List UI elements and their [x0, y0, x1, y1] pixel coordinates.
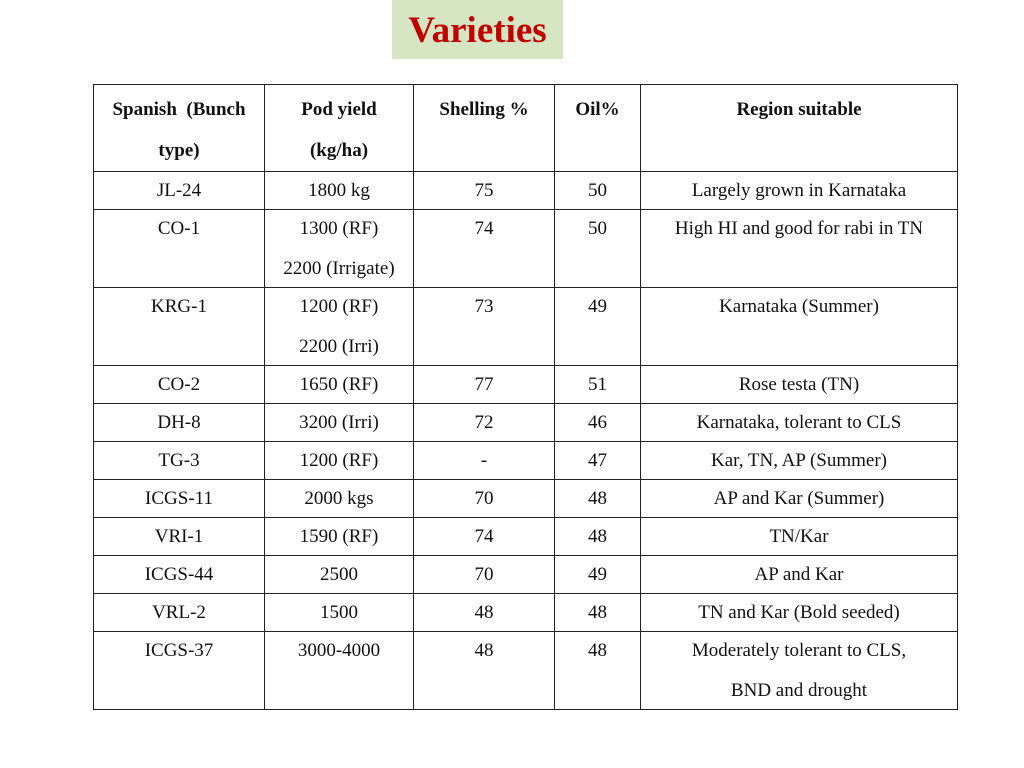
cell-oil-text: 48 [588, 526, 607, 547]
cell-oil [555, 288, 641, 366]
cell-shelling-text: 74 [474, 526, 494, 547]
cell-oil [555, 594, 641, 632]
cell-shelling [414, 210, 555, 288]
cell-pod-yield [265, 366, 414, 404]
cell-variety [94, 518, 265, 556]
cell-oil-text: 50 [588, 180, 607, 201]
cell-oil [555, 632, 641, 710]
cell-pod-yield-line: 1500 [320, 602, 358, 623]
header-oil [555, 85, 641, 172]
cell-pod-yield [265, 288, 414, 366]
table-row [94, 632, 958, 710]
header-row [94, 85, 958, 172]
cell-region-line: Kar, TN, AP (Summer) [710, 450, 888, 471]
cell-region-line: AP and Kar [754, 564, 844, 585]
cell-variety [94, 404, 265, 442]
cell-pod-yield-line: 2500 [320, 564, 358, 585]
cell-pod-yield [265, 210, 414, 288]
cell-region [641, 210, 958, 288]
cell-shelling [414, 442, 555, 480]
cell-region-line: Karnataka, tolerant to CLS [696, 412, 902, 433]
cell-region [641, 366, 958, 404]
cell-oil [555, 210, 641, 288]
cell-oil-text: 48 [588, 488, 607, 509]
cell-region [641, 404, 958, 442]
header-shelling [414, 85, 555, 172]
cell-pod-yield-line: 1200 (RF) [299, 296, 379, 317]
cell-variety-text: KRG-1 [151, 296, 207, 317]
cell-variety [94, 594, 265, 632]
cell-shelling [414, 480, 555, 518]
table-row [94, 366, 958, 404]
cell-region [641, 442, 958, 480]
cell-shelling [414, 404, 555, 442]
cell-variety [94, 210, 265, 288]
cell-shelling-text: 73 [474, 296, 494, 317]
cell-pod-yield-line: 1200 (RF) [299, 450, 379, 471]
table-row [94, 172, 958, 210]
cell-region-line: BND and drought [730, 680, 868, 701]
cell-pod-yield-line: 1590 (RF) [299, 526, 379, 547]
cell-oil-text: 50 [588, 218, 607, 239]
cell-shelling-text: 70 [474, 488, 494, 509]
cell-shelling [414, 366, 555, 404]
cell-variety [94, 632, 265, 710]
cell-variety [94, 172, 265, 210]
cell-pod-yield-line: 2000 kgs [304, 488, 374, 509]
cell-region-line: High HI and good for rabi in TN [674, 218, 924, 239]
cell-variety [94, 366, 265, 404]
cell-region-line: Rose testa (TN) [738, 374, 860, 395]
cell-oil [555, 442, 641, 480]
cell-pod-yield [265, 594, 414, 632]
cell-shelling-text: 72 [474, 412, 494, 433]
cell-shelling-text: 48 [474, 602, 494, 623]
header-pod-yield-line: (kg/ha) [309, 140, 369, 161]
header-region-label: Region suitable [736, 99, 862, 120]
cell-variety-text: CO-2 [157, 374, 201, 395]
cell-region [641, 518, 958, 556]
cell-shelling [414, 288, 555, 366]
header-variety-line: Spanish (Bunch [112, 99, 246, 120]
cell-oil-text: 48 [588, 602, 607, 623]
title-box [392, 0, 563, 59]
cell-shelling [414, 518, 555, 556]
cell-oil [555, 480, 641, 518]
cell-pod-yield-line: 1300 (RF) [299, 218, 379, 239]
cell-oil [555, 172, 641, 210]
cell-pod-yield-line: 1800 kg [308, 180, 370, 201]
cell-shelling-text: 74 [474, 218, 494, 239]
table-body [94, 172, 958, 710]
header-oil-label: Oil% [575, 99, 620, 120]
slide-title: Varieties [408, 10, 547, 51]
header-pod-yield [265, 85, 414, 172]
cell-pod-yield [265, 404, 414, 442]
cell-pod-yield-line: 3200 (Irri) [299, 412, 379, 433]
table-row [94, 210, 958, 288]
cell-region-line: Largely grown in Karnataka [691, 180, 907, 201]
varieties-table [93, 84, 958, 710]
cell-region [641, 556, 958, 594]
cell-variety-text: CO-1 [157, 218, 201, 239]
table-row [94, 404, 958, 442]
cell-pod-yield [265, 518, 414, 556]
cell-oil-text: 48 [588, 640, 607, 661]
cell-variety-text: DH-8 [157, 412, 201, 433]
table-row [94, 518, 958, 556]
cell-pod-yield [265, 632, 414, 710]
cell-region-line: TN/Kar [769, 526, 829, 547]
cell-oil [555, 366, 641, 404]
cell-pod-yield-line: 2200 (Irrigate) [283, 258, 395, 279]
header-region [641, 85, 958, 172]
cell-shelling-text: 75 [474, 180, 494, 201]
cell-region [641, 172, 958, 210]
cell-variety-text: ICGS-11 [145, 488, 213, 509]
cell-shelling [414, 632, 555, 710]
cell-shelling [414, 594, 555, 632]
cell-region [641, 632, 958, 710]
cell-region [641, 594, 958, 632]
cell-oil-text: 47 [588, 450, 607, 471]
header-variety-line: type) [158, 140, 200, 161]
cell-oil [555, 518, 641, 556]
cell-shelling-text: - [480, 450, 488, 471]
cell-variety-text: VRI-1 [154, 526, 204, 547]
cell-variety-text: ICGS-37 [144, 640, 214, 661]
cell-variety-text: VRL-2 [152, 602, 206, 623]
table-row [94, 594, 958, 632]
cell-oil-text: 49 [588, 564, 607, 585]
cell-region [641, 480, 958, 518]
cell-shelling-text: 48 [474, 640, 494, 661]
cell-variety [94, 480, 265, 518]
cell-pod-yield [265, 442, 414, 480]
cell-shelling [414, 556, 555, 594]
header-shelling-label: Shelling % [439, 99, 529, 120]
cell-pod-yield-line: 2200 (Irri) [299, 336, 379, 357]
cell-variety [94, 442, 265, 480]
cell-pod-yield [265, 556, 414, 594]
cell-pod-yield-line: 3000-4000 [297, 640, 381, 661]
cell-oil-text: 49 [588, 296, 607, 317]
cell-region-line: TN and Kar (Bold seeded) [698, 602, 900, 623]
cell-variety [94, 288, 265, 366]
cell-region-line: Karnataka (Summer) [719, 296, 879, 317]
cell-pod-yield [265, 172, 414, 210]
cell-region-line: AP and Kar (Summer) [713, 488, 885, 509]
table-row [94, 556, 958, 594]
cell-shelling-text: 77 [474, 374, 494, 395]
cell-oil [555, 404, 641, 442]
cell-oil-text: 51 [588, 374, 607, 395]
cell-pod-yield [265, 480, 414, 518]
table-row [94, 480, 958, 518]
cell-variety-text: TG-3 [158, 450, 200, 471]
cell-variety-text: JL-24 [156, 180, 202, 201]
cell-variety-text: ICGS-44 [144, 564, 214, 585]
cell-shelling [414, 172, 555, 210]
cell-region-line: Moderately tolerant to CLS, [691, 640, 907, 661]
header-variety [94, 85, 265, 172]
cell-shelling-text: 70 [474, 564, 494, 585]
table-row [94, 288, 958, 366]
cell-region [641, 288, 958, 366]
table-row [94, 442, 958, 480]
cell-variety [94, 556, 265, 594]
header-pod-yield-line: Pod yield [301, 99, 377, 120]
cell-oil-text: 46 [588, 412, 607, 433]
cell-oil [555, 556, 641, 594]
cell-pod-yield-line: 1650 (RF) [299, 374, 379, 395]
